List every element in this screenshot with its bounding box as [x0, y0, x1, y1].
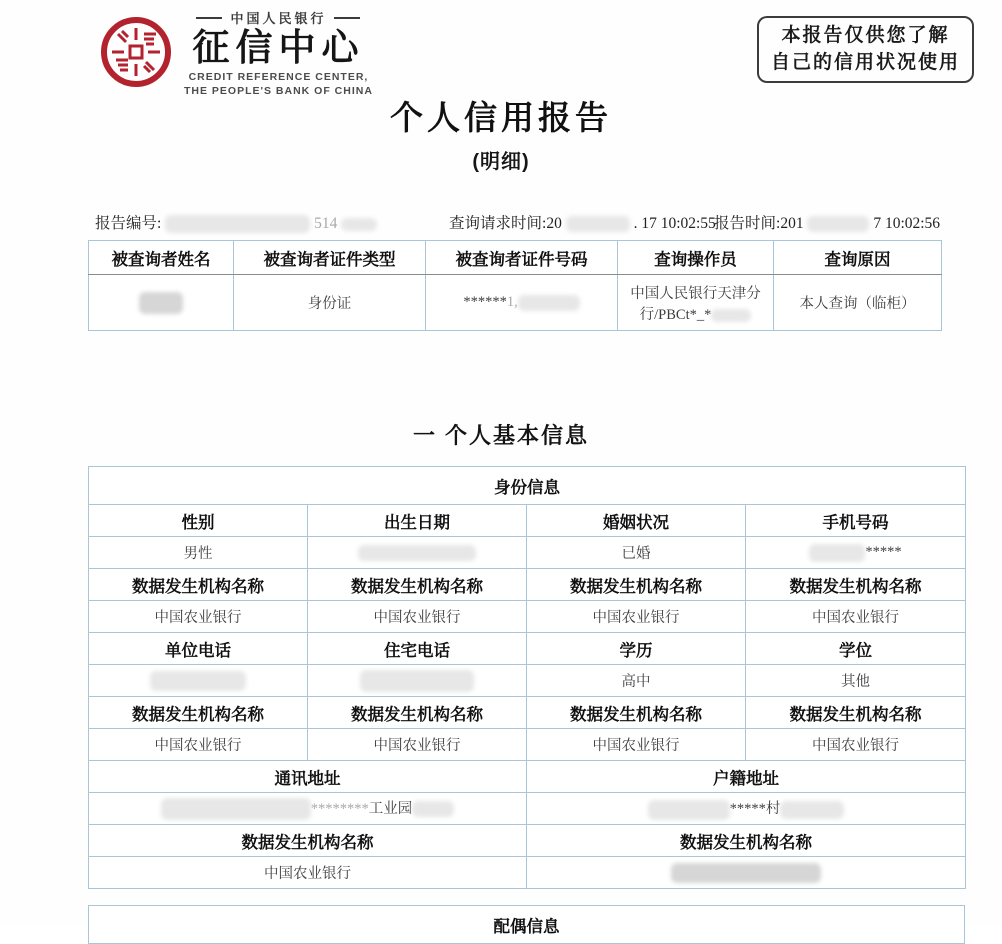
org-value-redaction	[671, 863, 821, 883]
col-header-name: 被查询者姓名	[89, 241, 234, 275]
work-phone-redaction	[150, 671, 246, 691]
label-work-phone: 单位电话	[89, 633, 308, 665]
identity-table-title: 身份信息	[89, 467, 966, 505]
query-time-prefix: 20	[546, 215, 562, 232]
org-en-line1: CREDIT REFERENCE CENTER,	[188, 70, 369, 83]
value-marital-status: 已婚	[527, 537, 746, 569]
id-number-redaction	[518, 295, 580, 311]
query-time-suffix: . 17 10:02:55	[633, 215, 716, 232]
label-mailing-address: 通讯地址	[89, 761, 527, 793]
report-number-field	[95, 211, 377, 233]
notice-line2: 自己的信用状况使用	[770, 51, 960, 73]
org-value-cell: 中国农业银行	[308, 601, 527, 633]
pboc-logo-block	[98, 8, 373, 98]
col-header-id-type: 被查询者证件类型	[234, 241, 426, 275]
org-label-cell: 数据发生机构名称	[89, 697, 308, 729]
query-time-label: 查询请求时间:	[449, 215, 547, 232]
identity-title-row	[89, 467, 966, 505]
org-value-cell: 中国农业银行	[89, 857, 527, 889]
org-label-cell: 数据发生机构名称	[308, 569, 527, 601]
value-education: 高中	[527, 665, 746, 697]
org-label-cell: 数据发生机构名称	[527, 569, 746, 601]
report-title-block	[0, 92, 1002, 174]
mobile-redaction	[809, 544, 865, 562]
org-label-cell: 数据发生机构名称	[527, 825, 966, 857]
report-number-label: 报告编号:	[95, 215, 162, 232]
subject-name-redaction	[139, 292, 183, 314]
home-phone-redaction	[360, 670, 474, 692]
label-birthdate: 出生日期	[308, 505, 527, 537]
registered-address-redaction2	[780, 801, 844, 819]
operator-line1: 中国人民银行天津分	[630, 285, 761, 302]
spouse-title-row	[89, 906, 965, 944]
mobile-visible: *****	[865, 543, 902, 560]
subject-name-cell	[89, 275, 234, 331]
report-time-redaction	[807, 216, 869, 232]
value-birthdate	[308, 537, 527, 569]
registered-address-redaction1	[648, 800, 730, 820]
report-title: 个人信用报告	[390, 99, 612, 136]
bank-name-line	[196, 8, 360, 27]
query-data-row	[89, 275, 942, 331]
label-education: 学历	[527, 633, 746, 665]
report-number-redaction	[165, 215, 310, 233]
address-org-header-row	[89, 825, 966, 857]
report-meta-line	[0, 211, 1002, 235]
dash-right	[334, 17, 360, 19]
registered-address-visible: *****村	[729, 801, 781, 818]
spouse-info-table	[88, 905, 965, 944]
query-time-field	[449, 211, 716, 233]
org-label-cell: 数据发生机构名称	[308, 697, 527, 729]
mailing-address-redaction1	[161, 798, 311, 820]
org-value-cell: 中国农业银行	[746, 729, 966, 761]
spouse-table-title: 配偶信息	[89, 906, 965, 944]
operator-line2: 行/PBCt*_*	[639, 306, 712, 323]
identity-org-header-row-1	[89, 569, 966, 601]
report-time-suffix: 7 10:02:56	[873, 215, 941, 232]
org-value-cell: 中国农业银行	[89, 729, 308, 761]
dash-left	[196, 17, 222, 19]
coin-emblem-icon	[98, 14, 174, 90]
identity-org-value-row-2	[89, 729, 966, 761]
col-header-reason: 查询原因	[774, 241, 942, 275]
value-work-phone	[89, 665, 308, 697]
org-value-cell: 中国农业银行	[527, 729, 746, 761]
query-time-redaction	[566, 216, 630, 232]
report-number-redaction2	[341, 218, 377, 231]
birthdate-redaction	[358, 545, 476, 561]
identity-value-row-1	[89, 537, 966, 569]
org-label-cell: 数据发生机构名称	[746, 569, 966, 601]
col-header-operator: 查询操作员	[618, 241, 774, 275]
operator-cell	[618, 275, 774, 331]
label-mobile: 手机号码	[746, 505, 966, 537]
org-value-cell: 中国农业银行	[308, 729, 527, 761]
identity-org-header-row-2	[89, 697, 966, 729]
label-gender: 性别	[89, 505, 308, 537]
identity-header-row-1	[89, 505, 966, 537]
org-label-cell: 数据发生机构名称	[89, 569, 308, 601]
org-value-cell: 中国农业银行	[746, 601, 966, 633]
value-home-phone	[308, 665, 527, 697]
notice-line1: 本报告仅供您了解	[781, 25, 950, 46]
org-label-cell: 数据发生机构名称	[527, 697, 746, 729]
org-label-cell: 数据发生机构名称	[89, 825, 527, 857]
value-mailing-address	[89, 793, 527, 825]
label-marital-status: 婚姻状况	[527, 505, 746, 537]
col-header-id-number: 被查询者证件号码	[426, 241, 618, 275]
mailing-address-faint: ********	[310, 800, 369, 817]
org-name: 征信中心	[192, 27, 365, 68]
value-gender: 男性	[89, 537, 308, 569]
report-time-label: 报告时间:	[714, 215, 781, 232]
subject-id-type-cell: 身份证	[234, 275, 426, 331]
identity-info-table	[88, 466, 966, 889]
report-time-prefix: 201	[780, 215, 804, 232]
org-en-line2: THE PEOPLE'S BANK OF CHINA	[184, 84, 373, 97]
bank-name: 中国人民银行	[230, 11, 327, 26]
label-degree: 学位	[746, 633, 966, 665]
address-org-value-row	[89, 857, 966, 889]
value-degree: 其他	[746, 665, 966, 697]
value-registered-address	[527, 793, 966, 825]
subject-id-number-cell	[426, 275, 618, 331]
org-value-redacted-cell	[527, 857, 966, 889]
identity-value-row-2	[89, 665, 966, 697]
id-number-faint: 1,	[506, 294, 518, 310]
report-time-field	[714, 211, 940, 233]
section-heading-personal-basic-info: 一 个人基本信息	[412, 423, 590, 448]
address-value-row	[89, 793, 966, 825]
label-registered-address: 户籍地址	[527, 761, 966, 793]
query-reason-cell: 本人查询（临柜）	[774, 275, 942, 331]
org-value-cell: 中国农业银行	[89, 601, 308, 633]
label-home-phone: 住宅电话	[308, 633, 527, 665]
usage-notice-box	[757, 16, 974, 83]
operator-redaction	[711, 309, 751, 322]
identity-org-value-row-1	[89, 601, 966, 633]
org-label-cell: 数据发生机构名称	[746, 697, 966, 729]
report-subtitle: (明细)	[472, 151, 530, 173]
query-info-table	[88, 240, 942, 331]
identity-header-row-2	[89, 633, 966, 665]
report-number-visible: 514	[314, 215, 338, 232]
query-header-row	[89, 241, 942, 275]
mailing-address-redaction2	[412, 801, 454, 817]
logo-text	[184, 8, 373, 98]
address-header-row	[89, 761, 966, 793]
id-number-visible: ******	[463, 294, 507, 310]
mailing-address-visible: 工业园	[368, 800, 413, 817]
org-value-cell: 中国农业银行	[527, 601, 746, 633]
value-mobile	[746, 537, 966, 569]
